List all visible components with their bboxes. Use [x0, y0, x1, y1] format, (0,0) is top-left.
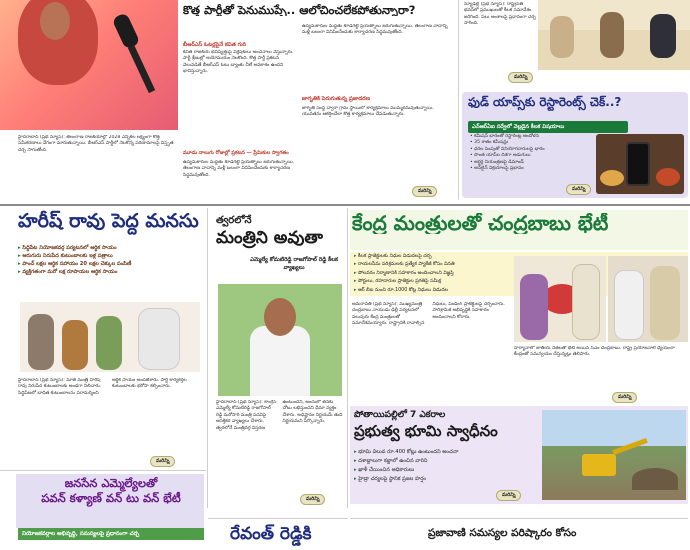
land-more-button[interactable]: మరిన్ని	[496, 490, 521, 501]
cbn-headline: కేంద్ర మంత్రులతో చంద్రబాబు భేటీ	[352, 213, 609, 234]
harish-bullet: ▸ ఆరుగురు నిరుపేద కుటుంబాలకు ఇళ్ల పత్రాలు	[18, 252, 204, 260]
cbn-photo-left	[514, 256, 606, 342]
person-c	[96, 316, 122, 370]
minister-subhead: ఎమ్మెల్యే కోమటిరెడ్డి రాజగోపాల్ రెడ్డి కీలక వ్యాఖ్యలు	[250, 257, 338, 271]
food-more-button[interactable]: మరిన్ని	[566, 184, 591, 195]
right-top-text: న్యూఢిల్లీ (ప్రభ న్యూస్): రాష్ట్రపతి భవన్‌లో ప్రముఖులతో కీలక సమావేశం జరిగింది. పలు అంశాలపై ప్రధానంగా చర్చ సాగింది.	[464, 2, 536, 27]
top-col3-subhead: జాగృతికి పెరుగుతున్న ప్రజాదరణ	[302, 96, 370, 102]
cbn-bullet: ▸ రాయలసీమ పరిశ్రమలకు ప్రత్యేక ప్యాకేజీ కోసం వినతి	[354, 261, 684, 269]
food-bullets	[470, 134, 590, 172]
top-col2-subhead-2: మూడు నాలుగు రోజుల్లో ప్రకటన — ప్రేమికుల స్వాగతం	[183, 150, 289, 156]
cbn-bullet: ▸ పోర్టులు, రహదారుల ప్రాజెక్టుల ప్రగతిపై సమీక్ష	[354, 278, 684, 286]
harish-text: హైదరాబాద్ (ప్రభ న్యూస్): మాజీ మంత్రి హరీష్ రావు నిరుపేద కుటుంబాలకు అండగా నిలిచారు. సిద్ధిపేటలో బాధిత కుటుంబాలను పరామర్శించి ఆర్థిక సాయం అందజేశారు. పార్టీ కార్యకర్తల కుటుంబాలకు భరోసా కల్పించారు.	[18, 378, 187, 396]
pawan-subhead: నియోజకవర్గాల అభివృద్ధి, సమస్యలపై ప్రధానంగా చర్చ	[18, 528, 204, 540]
person-left	[550, 16, 574, 58]
food-headline: ఫుడ్ యాప్స్‌కు రెస్టారెంట్స్ చెక్..?	[468, 95, 622, 109]
phone-icon	[626, 142, 650, 186]
cbn-more-button[interactable]: మరిన్ని	[612, 392, 637, 403]
person-b	[62, 320, 88, 370]
harish-bullet: ▸ వ్యక్తిగతంగా మరో లక్ష రూపాయల ఆర్థిక సాయం	[18, 268, 204, 276]
right-top-more-button[interactable]: మరిన్ని	[508, 72, 533, 83]
divider-v-1	[207, 208, 208, 508]
minister-text: హైదరాబాద్ (ప్రభ న్యూస్): కాంగ్రెస్ ఎమ్మెల్యే కోమటిరెడ్డి రాజగోపాల్ రెడ్డి మరోసారి మంత్రి పదవిపై ఆసక్తికర వ్యాఖ్యలు చేశారు. త్వరలోనే మంత్రివర్గ విస్తరణ ఉంటుందని, అందులో తనకు చోటు లభిస్తుందని ధీమా వ్యక్తం చేశారు. అధిష్టానం నిర్ణయమే తుది నిర్ణయమని పేర్కొన్నారు.	[216, 400, 343, 431]
harish-bullet: ▸ సిద్ధిపేట నియోజకవర్గ పర్యటనలో ఆర్థిక సాయం	[18, 244, 204, 252]
land-kicker: పోతాయిపల్లిలో 7 ఎకరాల	[354, 410, 446, 420]
food-bullet: • 35 శాతం కమీషన్లు	[470, 140, 509, 146]
land-bullets	[354, 448, 538, 484]
minister-headline: మంత్రిని అవుతా	[216, 228, 323, 248]
excavator-icon	[582, 454, 616, 476]
food-bullet: • సొంత యాప్‌ల దిశగా అడుగులు	[470, 153, 531, 159]
food-bullet: • ఆర్డర్ల నియంత్రణపై డిమాండ్	[470, 159, 524, 165]
divider-horizontal-3	[208, 518, 348, 519]
top-lead-photo	[0, 0, 178, 130]
person-a	[28, 314, 54, 370]
pawan-headline-1: జనసేన ఎమ్మెల్యేలతో	[64, 476, 158, 490]
person-cbn	[572, 264, 600, 340]
divider-horizontal-2	[0, 470, 206, 471]
cbn-caption: హర్యానాలో జాతీయ నేతలతో భేటీ అయిన సీఎం చంద్రబాబు. రాష్ట్ర ప్రయోజనాలే ధ్యేయంగా కేంద్రంతో సమన్వయం చేస్తున్నట్లు తెలిపారు.	[514, 346, 675, 358]
excavator-arm	[612, 438, 648, 455]
top-more-button[interactable]: మరిన్ని	[412, 186, 437, 197]
food-bullet: • ధరల పెంపుతో వినియోగదారులపై భారం	[470, 146, 545, 152]
divider-horizontal-4	[350, 518, 688, 519]
minister-kicker: త్వరలోనే	[216, 215, 252, 226]
revanth-headline: రేవంత్ రెడ్డికి	[230, 524, 312, 544]
top-col3-text: ఉద్యమకారుల మద్దతు కూడగట్టే ప్రయత్నాలు జరుగుతున్నాయి. తెలంగాణ వాదాన్ని మళ్లీ బలంగా వినిపించేందుకు కార్యాచరణ సిద్ధమవుతోంది.	[302, 24, 448, 36]
person-minister-f	[520, 274, 548, 340]
land-headline: ప్రభుత్వ భూమి స్వాధీనం	[354, 422, 498, 440]
divider-horizontal-1	[0, 204, 690, 206]
food-subhead: ఎన్ఆర్ఏఐ సర్వేలో వెల్లడైన కీలక విషయాలు	[468, 121, 628, 133]
food-bullet: • కమీషన్ భారంతో రెస్టారెంట్ల ఆందోళన	[470, 134, 539, 139]
land-bullet: ▸ భూమి విలువ రూ.400 కోట్లు ఉంటుందని అంచనా	[354, 448, 538, 457]
divider-v-2	[347, 208, 348, 508]
person-cbn-2	[650, 266, 680, 340]
harish-more-button[interactable]: మరిన్ని	[150, 456, 175, 467]
minister-face	[264, 298, 296, 336]
person-d	[138, 308, 180, 370]
top-dateline: హైదరాబాద్ (ప్రభ న్యూస్): తెలంగాణ రాజకీయాల్లో 2028 ఎన్నికల లక్ష్యంగా కొత్త సమీకరణాలు వేగంగా మారుతున్నాయి. బీఆర్ఎస్ పార్టీలో నెలకొన్న పరిణామాలపై విస్తృత చర్చ సాగుతోంది.	[18, 135, 174, 153]
top-col2-subhead: బీఆర్ఎస్ ఓటర్లపైనే కవిత గురి	[183, 42, 246, 48]
harish-headline: హరీష్ రావు పెద్ద మనసు	[18, 210, 199, 232]
land-bullet: ▸ ఖాళీ చేయించిన అధికారులు	[354, 466, 538, 475]
top-col3-text-b: జాగృతి సంస్థ ద్వారా గ్రామ స్థాయిలో కార్యక్రమాలు ముమ్మరమవుతున్నాయి. యువతను ఆకర్షించేలా కొత్త కార్యక్రమాలు చేపడుతున్నారు.	[302, 106, 434, 118]
speaker-face	[40, 2, 70, 40]
cbn-bullet: ▸ ఆర్ బీఐ నుంచి రూ.1000 కోట్ల నిధులు విడుదల	[354, 287, 684, 295]
land-photo	[542, 410, 686, 500]
top-headline: కొత్త పార్టీతో పెనుముప్పే.. ఆలోచించలేకపోతున్నారా?	[183, 4, 416, 17]
person-right	[650, 14, 676, 58]
land-bullet: ▸ దశాబ్దాలుగా కబ్జాలో ఉంచిన వారిని	[354, 457, 538, 466]
microphone-stem	[128, 45, 155, 93]
debris-pile	[632, 468, 678, 490]
food-bullet: • ఆన్‌లైన్ విక్రయాలపై ప్రభావం	[470, 166, 524, 172]
harish-bullet: ▸ పాంచ్ లక్షల ఆర్థిక సహాయం 20 లక్షల చెక్కుల పంపిణీ	[18, 260, 204, 268]
cbn-text: అమరావతి (ప్రభ న్యూస్): ముఖ్యమంత్రి చంద్రబాబు నాయుడు ఢిల్లీ పర్యటనలో పలువురు కేంద్ర మంత్రులతో సమావేశమయ్యారు. రాష్ట్రానికి రావాల్సిన నిధులు, పెండింగ్ ప్రాజెక్టులపై చర్చించారు. పారిశ్రామిక అభివృద్ధికి సహకారం అందించాలని కోరారు.	[352, 302, 505, 327]
microphone-icon	[112, 12, 141, 50]
person-minister-m	[614, 270, 644, 340]
harish-photo	[20, 302, 200, 372]
top-col2-text: కవిత రాజకీయ భవిష్యత్తుపై విశ్లేషకులు అంచనాలు వేస్తున్నారు. పార్టీ శ్రేణుల్లో అయోమయం నెలకొంది. కొత్త పార్టీ ప్రకటన వెలువడితే బీఆర్ఎస్ ఓటు బ్యాంకు చీలే అవకాశం ఉందని భావిస్తున్నారు.	[183, 50, 294, 75]
land-bullet: ▸ హైడ్రా చర్యలపై స్థానిక ప్రజల హర్షం	[354, 475, 538, 484]
person-mid	[600, 12, 624, 58]
pawan-headline-2: పవన్ కళ్యాణ్ వన్ టు వన్ భేటీ	[41, 491, 181, 505]
minister-body	[250, 326, 310, 396]
cbn-bullet: ▸ కీలక ప్రాజెక్టులకు నిధుల విడుదలపై చర్చ	[354, 253, 684, 261]
top-col2-text-b: ఉద్యమకారుల మద్దతు కూడగట్టే ప్రయత్నాలు జరుగుతున్నాయి. తెలంగాణ వాదాన్ని మళ్లీ బలంగా వినిపించేందుకు కార్యాచరణ సిద్ధమవుతోంది.	[183, 160, 295, 178]
cbn-bullet: ▸ పోలవరం నిర్మాణానికి సహకారం అందించాలని విజ్ఞప్తి	[354, 270, 684, 278]
cbn-photo-right	[608, 256, 688, 342]
divider-top-right	[458, 0, 459, 200]
harish-bullets	[18, 244, 204, 276]
food-plate	[600, 170, 624, 186]
minister-more-button[interactable]: మరిన్ని	[300, 494, 325, 505]
food-bowl	[656, 168, 680, 186]
right-top-photo	[538, 0, 690, 70]
minister-photo	[218, 284, 342, 396]
prajavani-headline: ప్రజావాణి సమస్యల పరిష్కారం కోసం	[428, 527, 577, 539]
food-photo	[596, 134, 684, 194]
